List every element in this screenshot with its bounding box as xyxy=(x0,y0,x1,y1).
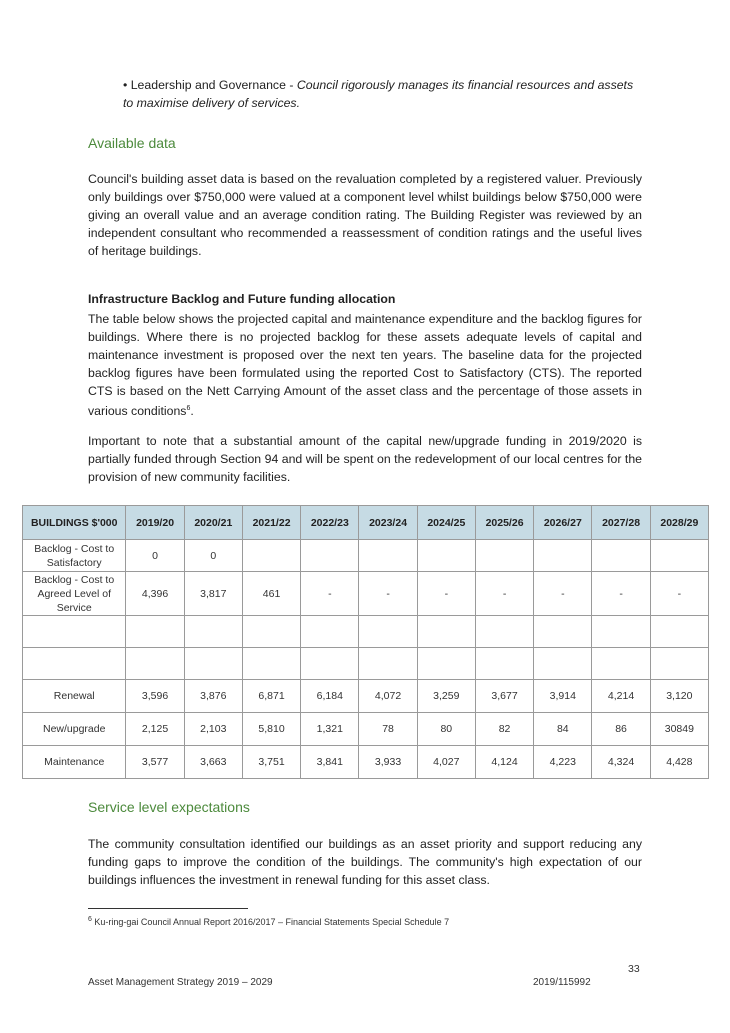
table-cell: 4,027 xyxy=(417,746,475,779)
table-row xyxy=(23,616,709,648)
table-cell: 461 xyxy=(242,572,300,616)
heading-backlog: Infrastructure Backlog and Future funding allocation xyxy=(88,292,396,306)
table-cell: 82 xyxy=(475,713,533,746)
table-cell: - xyxy=(359,572,417,616)
table-cell xyxy=(242,616,300,648)
para-available-data: Council's building asset data is based on the revaluation completed by a registered valuer. Previously only buildings over $750,000 were valued at a component level whilst buildings below $750,000 were giving an overall value and an average condition rating. The Building Register was reviewed by an independent consultant who recommended a reassessment of condition ratings and the useful lives of heritage buildings. xyxy=(88,172,642,258)
table-cell: 80 xyxy=(417,713,475,746)
table-cell: 4,396 xyxy=(126,572,184,616)
table-cell: 1,321 xyxy=(301,713,359,746)
table-cell xyxy=(184,648,242,680)
bullet-italic: Council rigorously manages its financial resources and assets to maximise delivery of services. xyxy=(123,78,634,110)
table-cell: 4,324 xyxy=(592,746,650,779)
footnote-text: Ku-ring-gai Council Annual Report 2016/2017 – Financial Statements Special Schedule 7 xyxy=(91,917,450,927)
table-cell xyxy=(301,616,359,648)
table-cell xyxy=(301,540,359,572)
table-cell: 4,428 xyxy=(650,746,708,779)
table-cell: 84 xyxy=(534,713,592,746)
year-header: 2028/29 xyxy=(650,506,708,540)
table-cell xyxy=(301,648,359,680)
table-cell: 3,596 xyxy=(126,680,184,713)
table-cell xyxy=(417,616,475,648)
table-cell xyxy=(417,648,475,680)
table-cell: 3,933 xyxy=(359,746,417,779)
para-backlog-1 xyxy=(88,310,642,420)
table-cell xyxy=(592,616,650,648)
row-label: Renewal xyxy=(23,680,126,713)
row-label xyxy=(23,616,126,648)
buildings-table xyxy=(22,505,709,779)
table-cell: 4,223 xyxy=(534,746,592,779)
table-cell: - xyxy=(650,572,708,616)
table-cell: 3,259 xyxy=(417,680,475,713)
table-cell xyxy=(126,648,184,680)
heading-service-level: Service level expectations xyxy=(88,799,250,815)
table-cell xyxy=(534,540,592,572)
table-cell xyxy=(475,648,533,680)
table-cell xyxy=(650,540,708,572)
table-cell: 2,125 xyxy=(126,713,184,746)
table-row xyxy=(23,713,709,746)
year-header: 2020/21 xyxy=(184,506,242,540)
table-cell: - xyxy=(475,572,533,616)
year-header: 2019/20 xyxy=(126,506,184,540)
para-backlog-1-end: . xyxy=(190,404,194,419)
table-cell: 2,103 xyxy=(184,713,242,746)
footnote-rule xyxy=(88,908,248,909)
table-cell: 6,871 xyxy=(242,680,300,713)
table-cell: 5,810 xyxy=(242,713,300,746)
table-row xyxy=(23,648,709,680)
table-cell: - xyxy=(592,572,650,616)
table-cell: 3,577 xyxy=(126,746,184,779)
para-backlog-2: Important to note that a substantial amount of the capital new/upgrade funding in 2019/2020 is partially funded through Section 94 and will be spent on the redevelopment of our local centres for the provision of new community facilities. xyxy=(88,434,642,484)
table-cell xyxy=(475,540,533,572)
table-cell: 4,124 xyxy=(475,746,533,779)
table-cell xyxy=(650,648,708,680)
table-row xyxy=(23,540,709,572)
table-cell: 30849 xyxy=(650,713,708,746)
table-cell xyxy=(534,648,592,680)
table-cell xyxy=(650,616,708,648)
table-cell xyxy=(242,648,300,680)
table-cell: 4,072 xyxy=(359,680,417,713)
table-cell xyxy=(184,616,242,648)
footer-ref: 2019/115992 xyxy=(533,977,591,988)
para-backlog-1-text: The table below shows the projected capital and maintenance expenditure and the backlog figures for buildings. Where there is no projected backlog for these assets adequate levels of capital and maintenance investment is proposed over the next ten years. The baseline data for the projected backlog figures have been formulated using the reported Cost to Satisfactory (CTS). The reported CTS is based on the Nett Carrying Amount of the asset class and the percentage of those assets in various conditions xyxy=(88,312,642,419)
table-cell: 3,663 xyxy=(184,746,242,779)
footnote-ref: 6 xyxy=(186,405,191,412)
table-cell xyxy=(592,540,650,572)
table-cell xyxy=(359,616,417,648)
para-service-level: The community consultation identified our buildings as an asset priority and support reducing any funding gaps to improve the condition of the buildings. The community's high expectation of our buildings influences the investment in renewal funding for this asset class. xyxy=(88,837,642,887)
year-header: 2021/22 xyxy=(242,506,300,540)
row-label: Backlog - Cost to Agreed Level of Service xyxy=(23,572,126,616)
year-header: 2025/26 xyxy=(475,506,533,540)
year-header: 2024/25 xyxy=(417,506,475,540)
table-cell xyxy=(359,540,417,572)
table-cell: 3,751 xyxy=(242,746,300,779)
table-cell xyxy=(242,540,300,572)
heading-available-data: Available data xyxy=(88,135,176,151)
table-row xyxy=(23,572,709,616)
table-cell xyxy=(475,616,533,648)
table-cell: 6,184 xyxy=(301,680,359,713)
table-cell: 3,120 xyxy=(650,680,708,713)
row-label: New/upgrade xyxy=(23,713,126,746)
table-corner-header: BUILDINGS $'000 xyxy=(23,506,126,540)
table-cell: 3,876 xyxy=(184,680,242,713)
bullet-leadership xyxy=(123,76,643,112)
footer-title: Asset Management Strategy 2019 – 2029 xyxy=(88,977,273,988)
table-cell: 86 xyxy=(592,713,650,746)
row-label xyxy=(23,648,126,680)
row-label: Maintenance xyxy=(23,746,126,779)
table-cell xyxy=(534,616,592,648)
table-cell: 3,677 xyxy=(475,680,533,713)
year-header: 2023/24 xyxy=(359,506,417,540)
bullet-prefix: • Leadership and Governance - xyxy=(123,78,297,92)
year-header: 2022/23 xyxy=(301,506,359,540)
row-label: Backlog - Cost to Satisfactory xyxy=(23,540,126,572)
table-cell: 3,914 xyxy=(534,680,592,713)
table-cell: 4,214 xyxy=(592,680,650,713)
table-cell: - xyxy=(534,572,592,616)
table-cell xyxy=(126,616,184,648)
table-cell xyxy=(592,648,650,680)
table-cell: 0 xyxy=(184,540,242,572)
footnote-number: 6 xyxy=(88,916,92,923)
table-cell: 0 xyxy=(126,540,184,572)
table-cell: - xyxy=(417,572,475,616)
table-cell xyxy=(417,540,475,572)
page-number: 33 xyxy=(628,963,640,975)
footnote xyxy=(88,916,449,927)
table-cell: 3,841 xyxy=(301,746,359,779)
table-cell xyxy=(359,648,417,680)
table-cell: 3,817 xyxy=(184,572,242,616)
table-cell: - xyxy=(301,572,359,616)
table-row xyxy=(23,746,709,779)
year-header: 2026/27 xyxy=(534,506,592,540)
table-row xyxy=(23,680,709,713)
table-cell: 78 xyxy=(359,713,417,746)
year-header: 2027/28 xyxy=(592,506,650,540)
table-header-row xyxy=(23,506,709,540)
